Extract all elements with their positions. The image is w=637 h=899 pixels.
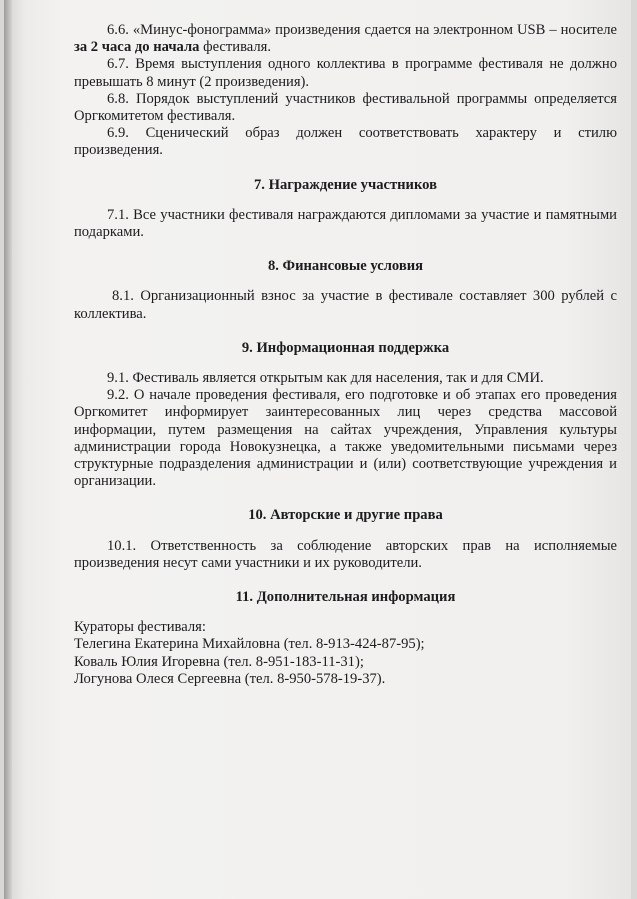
clause-6-6 [74, 22, 617, 56]
section-11-heading: 11. Дополнительная информация [235, 589, 456, 606]
clause-6-6-text: 6.6. «Минус-фонограмма» произведения сдается на электронном USB – носителе [107, 22, 617, 38]
document-page [4, 0, 631, 899]
section-7-heading: 7. Награждение участников [254, 176, 437, 193]
curators-label: Кураторы фестиваля: [74, 619, 206, 636]
scan-edge [4, 0, 12, 899]
clause-6-7: 6.7. Время выступления одного коллектива в программе фестиваля не должно превышать 8 минут (2 произведения). [74, 56, 617, 90]
section-9-heading: 9. Информационная поддержка [241, 339, 450, 356]
section-10-heading: 10. Авторские и другие права [248, 507, 443, 524]
clause-6-6-tail: фестиваля. [199, 39, 272, 56]
curators-list [74, 619, 617, 688]
clause-9-2: 9.2. О начале проведения фестиваля, его подготовке и об этапах его проведения Оргкомитет информирует заинтересованных лиц через средства массовой информации, путем размещения на сайтах учреждения, Управления культуры администрации города Новокузнецка, а также уведомительными письмами через структурные подразделения администрации и (или) соответствующие учреждения и организации. [74, 387, 617, 490]
curator-item: Коваль Юлия Игоревна (тел. 8-951-183-11-31); [74, 653, 364, 670]
section-8-heading: 8. Финансовые условия [267, 258, 424, 275]
clause-6-9: 6.9. Сценический образ должен соответствовать характеру и стилю произведения. [74, 125, 617, 159]
curator-item: Телегина Екатерина Михайловна (тел. 8-913-424-87-95); [74, 636, 425, 653]
clause-6-8: 6.8. Порядок выступлений участников фестивальной программы определяется Оргкомитетом фестиваля. [74, 90, 617, 125]
clause-6-6-bold: за 2 часа до начала [74, 39, 200, 56]
clause-10-1: 10.1. Ответственность за соблюдение авторских прав на исполняемые произведения несут сами участники и их руководители. [74, 537, 617, 571]
clause-9-1: 9.1. Фестиваль является открытым как для населения, так и для СМИ. [107, 370, 544, 387]
clause-7-1: 7.1. Все участники фестиваля награждаются дипломами за участие и памятными подарками. [74, 206, 617, 241]
clause-8-1: 8.1. Организационный взнос за участие в фестивале составляет 300 рублей с коллектива. [74, 288, 617, 322]
curator-item: Логунова Олеся Сергеевна (тел. 8-950-578-19-37). [74, 670, 386, 687]
